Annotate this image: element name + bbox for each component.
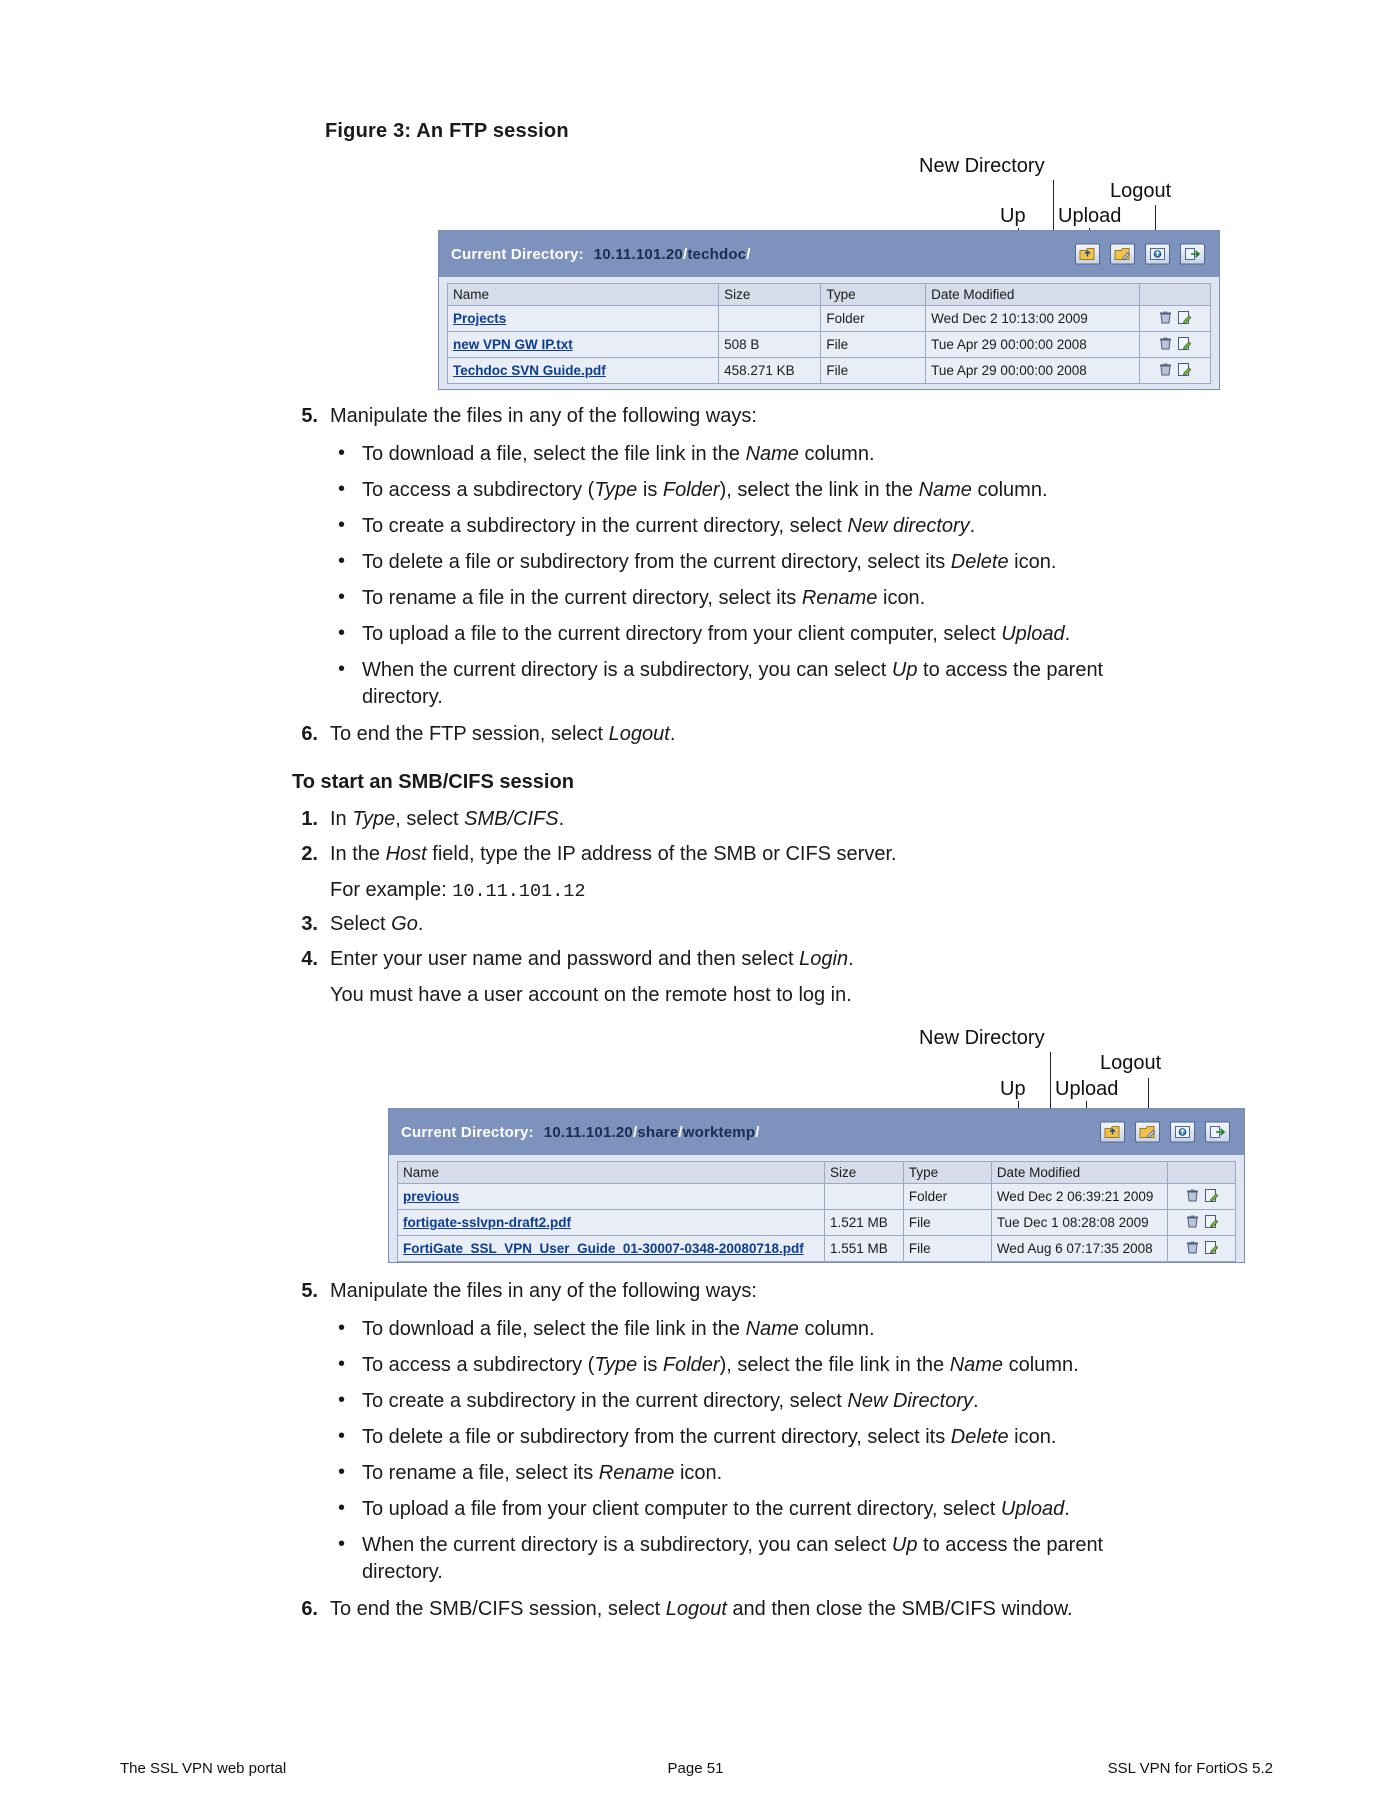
callout-upload-ftp: Upload xyxy=(1058,205,1122,227)
step-5-ftp xyxy=(292,403,1192,430)
cell-date: Tue Apr 29 00:00:00 2008 xyxy=(926,358,1140,384)
bullet-marker: • xyxy=(338,1389,346,1411)
callout-up-smb: Up xyxy=(1000,1078,1026,1100)
bullet-text: When the current directory is a subdirectory, you can select Up to access the parent directory. xyxy=(362,659,1104,708)
bullet-text: To download a file, select the file link in the Name column. xyxy=(362,1318,875,1340)
path-separator: / xyxy=(755,1123,760,1141)
bullet-item xyxy=(338,549,1168,576)
delete-icon[interactable] xyxy=(1158,310,1173,328)
delete-icon[interactable] xyxy=(1185,1240,1200,1258)
smb-browser-header xyxy=(389,1109,1244,1155)
cell-name xyxy=(398,1236,825,1262)
column-header-name: Name xyxy=(448,284,719,306)
rename-icon[interactable] xyxy=(1204,1214,1219,1232)
current-directory-label: Current Directory: xyxy=(401,1123,534,1141)
ftp-toolbar xyxy=(1075,244,1205,265)
bullet-item xyxy=(338,1532,1168,1586)
file-link[interactable]: Techdoc SVN Guide.pdf xyxy=(453,363,606,378)
step-number: 6. xyxy=(301,1598,318,1620)
current-directory-path xyxy=(544,1124,760,1141)
current-directory-label: Current Directory: xyxy=(451,245,584,263)
smb-section-heading: To start an SMB/CIFS session xyxy=(292,771,574,793)
smb-step-2 xyxy=(292,841,1192,868)
cell-size: 508 B xyxy=(719,332,821,358)
footer-center: Page 51 xyxy=(667,1760,724,1777)
cell-actions xyxy=(1140,306,1211,332)
rename-icon[interactable] xyxy=(1204,1188,1219,1206)
bullet-marker: • xyxy=(338,478,346,500)
table-header-row xyxy=(448,284,1211,306)
smb-file-browser xyxy=(388,1108,1245,1263)
cell-date: Wed Aug 6 07:17:35 2008 xyxy=(991,1236,1168,1262)
bullet-marker: • xyxy=(338,1461,346,1483)
bullet-text: To create a subdirectory in the current directory, select New Directory. xyxy=(362,1390,979,1412)
bullet-text: To download a file, select the file link in the Name column. xyxy=(362,443,875,465)
step-text: To end the SMB/CIFS session, select Logout and then close the SMB/CIFS window. xyxy=(330,1598,1073,1620)
file-link[interactable]: new VPN GW IP.txt xyxy=(453,337,573,352)
cell-type: File xyxy=(821,332,926,358)
step-number: 4. xyxy=(301,948,318,970)
example-value: 10.11.101.12 xyxy=(452,881,586,902)
step-5-smb xyxy=(292,1278,1192,1305)
file-link[interactable]: previous xyxy=(403,1189,460,1204)
bullet-text: To create a subdirectory in the current directory, select New directory. xyxy=(362,515,976,537)
cell-actions xyxy=(1140,358,1211,384)
cell-name xyxy=(448,332,719,358)
column-header-size: Size xyxy=(719,284,821,306)
callout-logout-smb: Logout xyxy=(1100,1052,1162,1074)
cell-date: Wed Dec 2 10:13:00 2009 xyxy=(926,306,1140,332)
rename-icon[interactable] xyxy=(1177,362,1192,380)
bullet-item xyxy=(338,1424,1168,1451)
callout-upload-smb: Upload xyxy=(1055,1078,1119,1100)
bullet-text: To delete a file or subdirectory from the current directory, select its Delete icon. xyxy=(362,1426,1057,1448)
step-text: Select Go. xyxy=(330,913,424,935)
step-number: 6. xyxy=(301,723,318,745)
table-row xyxy=(448,358,1211,384)
step-number: 5. xyxy=(301,405,318,427)
step-6-smb xyxy=(292,1596,1242,1623)
delete-icon[interactable] xyxy=(1158,362,1173,380)
bullet-item xyxy=(338,1460,1168,1487)
callout-up-ftp: Up xyxy=(1000,205,1026,227)
cell-size: 1.521 MB xyxy=(825,1210,904,1236)
path-separator: / xyxy=(678,1123,683,1141)
bullet-text: To access a subdirectory (Type is Folder), select the file link in the Name column. xyxy=(362,1354,1079,1376)
path-segment: share xyxy=(637,1123,679,1141)
step-text: In the Host field, type the IP address of the SMB or CIFS server. xyxy=(330,843,897,865)
column-header-size: Size xyxy=(825,1162,904,1184)
column-header-type: Type xyxy=(821,284,926,306)
cell-date: Tue Dec 1 08:28:08 2009 xyxy=(991,1210,1168,1236)
step-number: 1. xyxy=(301,808,318,830)
column-header-date: Date Modified xyxy=(991,1162,1168,1184)
cell-actions xyxy=(1168,1184,1236,1210)
cell-type: File xyxy=(821,358,926,384)
smb-note: You must have a user account on the remote host to log in. xyxy=(330,984,852,1006)
up-button[interactable] xyxy=(1100,1122,1125,1143)
bullet-marker: • xyxy=(338,658,346,680)
path-segment: techdoc xyxy=(687,245,747,263)
bullet-text: To delete a file or subdirectory from the current directory, select its Delete icon. xyxy=(362,551,1057,573)
current-directory-path xyxy=(594,246,751,263)
cell-date: Tue Apr 29 00:00:00 2008 xyxy=(926,332,1140,358)
ftp-browser-header xyxy=(439,231,1219,277)
logout-button[interactable] xyxy=(1205,1122,1230,1143)
cell-size xyxy=(825,1184,904,1210)
bullet-item xyxy=(338,477,1168,504)
step-number: 2. xyxy=(301,843,318,865)
file-link[interactable]: Projects xyxy=(453,311,507,326)
smb-step-3 xyxy=(292,911,1192,938)
step-text: To end the FTP session, select Logout. xyxy=(330,723,676,745)
cell-type: Folder xyxy=(821,306,926,332)
smb-step-1 xyxy=(292,806,1192,833)
column-header-date: Date Modified xyxy=(926,284,1140,306)
new-directory-button[interactable] xyxy=(1135,1122,1160,1143)
bullet-text: To access a subdirectory (Type is Folder), select the link in the Name column. xyxy=(362,479,1048,501)
bullet-text: To upload a file from your client computer to the current directory, select Upload. xyxy=(362,1498,1070,1520)
delete-icon[interactable] xyxy=(1185,1188,1200,1206)
bullet-item xyxy=(338,441,1168,468)
path-separator: / xyxy=(682,245,688,263)
column-header-actions xyxy=(1140,284,1211,306)
path-segment: 10.11.101.20 xyxy=(543,1123,633,1141)
example-label: For example: xyxy=(330,879,447,901)
smb-step-4 xyxy=(292,946,1192,973)
upload-button[interactable] xyxy=(1145,244,1170,265)
callout-new-directory-ftp: New Directory xyxy=(919,155,1045,177)
ftp-file-table xyxy=(447,283,1211,384)
smb-file-table xyxy=(397,1161,1236,1262)
step-6-ftp xyxy=(292,721,1192,748)
cell-actions xyxy=(1168,1236,1236,1262)
step-text: Manipulate the files in any of the following ways: xyxy=(330,1280,757,1302)
file-link[interactable]: FortiGate_SSL_VPN_User_Guide_01-30007-0348-20080718.pdf xyxy=(403,1241,804,1256)
bullet-text: To rename a file in the current directory, select its Rename icon. xyxy=(362,587,926,609)
bullet-marker: • xyxy=(338,1497,346,1519)
rename-icon[interactable] xyxy=(1177,310,1192,328)
bullet-item xyxy=(338,1388,1168,1415)
table-row xyxy=(398,1210,1236,1236)
bullet-text: When the current directory is a subdirectory, you can select Up to access the parent directory. xyxy=(362,1534,1104,1583)
bullet-text: To upload a file to the current directory from your client computer, select Upload. xyxy=(362,623,1071,645)
bullet-marker: • xyxy=(338,622,346,644)
bullet-marker: • xyxy=(338,1533,346,1555)
bullet-item xyxy=(338,621,1168,648)
cell-name xyxy=(398,1210,825,1236)
smb-toolbar xyxy=(1100,1122,1230,1143)
column-header-actions xyxy=(1168,1162,1236,1184)
table-header-row xyxy=(398,1162,1236,1184)
smb-example xyxy=(330,877,586,905)
path-separator: / xyxy=(746,245,751,263)
cell-type: File xyxy=(903,1236,991,1262)
rename-icon[interactable] xyxy=(1177,336,1192,354)
bullet-marker: • xyxy=(338,442,346,464)
cell-name xyxy=(448,306,719,332)
callout-logout-ftp: Logout xyxy=(1110,180,1172,202)
step-text: In Type, select SMB/CIFS. xyxy=(330,808,565,830)
table-row xyxy=(448,306,1211,332)
cell-size xyxy=(719,306,821,332)
bullet-marker: • xyxy=(338,1317,346,1339)
cell-actions xyxy=(1168,1210,1236,1236)
bullet-text: To rename a file, select its Rename icon. xyxy=(362,1462,723,1484)
path-segment: 10.11.101.20 xyxy=(593,245,683,263)
table-row xyxy=(398,1236,1236,1262)
path-separator: / xyxy=(632,1123,638,1141)
cell-actions xyxy=(1140,332,1211,358)
step-text: Enter your user name and password and then select Login. xyxy=(330,948,854,970)
step-text: Manipulate the files in any of the following ways: xyxy=(330,405,757,427)
column-header-type: Type xyxy=(903,1162,991,1184)
ftp-file-browser xyxy=(438,230,1220,390)
bullet-marker: • xyxy=(338,550,346,572)
delete-icon[interactable] xyxy=(1158,336,1173,354)
bullet-item xyxy=(338,1352,1168,1379)
bullet-item xyxy=(338,657,1168,711)
bullet-item xyxy=(338,1496,1168,1523)
bullet-marker: • xyxy=(338,514,346,536)
cell-size: 1.551 MB xyxy=(825,1236,904,1262)
bullet-marker: • xyxy=(338,1353,346,1375)
upload-button[interactable] xyxy=(1170,1122,1195,1143)
path-segment: worktemp xyxy=(682,1123,756,1141)
step-number: 5. xyxy=(301,1280,318,1302)
up-button[interactable] xyxy=(1075,244,1100,265)
cell-name xyxy=(448,358,719,384)
table-row xyxy=(448,332,1211,358)
bullet-marker: • xyxy=(338,1425,346,1447)
bullet-item xyxy=(338,513,1168,540)
rename-icon[interactable] xyxy=(1204,1240,1219,1258)
table-row xyxy=(398,1184,1236,1210)
cell-type: File xyxy=(903,1210,991,1236)
cell-name xyxy=(398,1184,825,1210)
step-number: 3. xyxy=(301,913,318,935)
logout-button[interactable] xyxy=(1180,244,1205,265)
cell-size: 458.271 KB xyxy=(719,358,821,384)
bullet-marker: • xyxy=(338,586,346,608)
delete-icon[interactable] xyxy=(1185,1214,1200,1232)
cell-date: Wed Dec 2 06:39:21 2009 xyxy=(991,1184,1168,1210)
callout-new-directory-smb: New Directory xyxy=(919,1027,1045,1049)
figure-caption: Figure 3: An FTP session xyxy=(325,120,569,142)
bullet-item xyxy=(338,1316,1168,1343)
file-link[interactable]: fortigate-sslvpn-draft2.pdf xyxy=(403,1215,572,1230)
new-directory-button[interactable] xyxy=(1110,244,1135,265)
bullet-item xyxy=(338,585,1168,612)
footer-right: SSL VPN for FortiOS 5.2 xyxy=(1107,1760,1273,1777)
footer-left: The SSL VPN web portal xyxy=(120,1760,287,1777)
cell-type: Folder xyxy=(903,1184,991,1210)
column-header-name: Name xyxy=(398,1162,825,1184)
